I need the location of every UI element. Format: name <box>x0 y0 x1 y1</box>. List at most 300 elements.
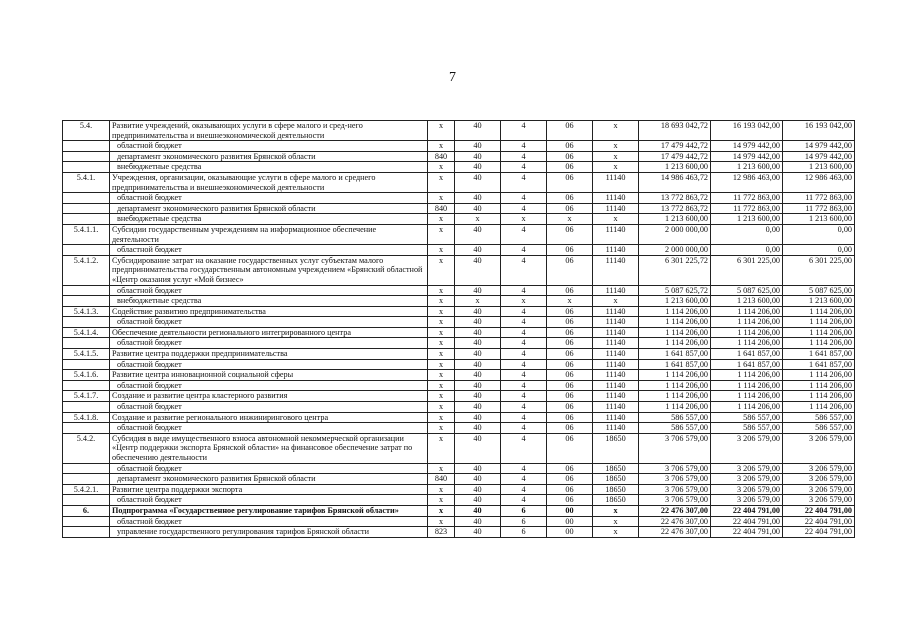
row-target-article: x <box>593 516 639 527</box>
row-amount-year-1: 2 000 000,00 <box>639 245 711 256</box>
row-amount-year-2: 16 193 042,00 <box>711 121 783 141</box>
row-target-article: 11140 <box>593 224 639 244</box>
row-amount-year-1: 1 114 206,00 <box>639 370 711 381</box>
row-subsection: 4 <box>501 433 547 463</box>
row-name: Развитие учреждений, оказывающих услуги в сфере малого и сред-него предпринимательства и внешнеэкономической деятельности <box>110 121 428 141</box>
row-subsection: 4 <box>501 359 547 370</box>
row-amount-year-3: 22 404 791,00 <box>783 516 855 527</box>
row-amount-year-3: 1 114 206,00 <box>783 402 855 413</box>
row-amount-year-3: 16 193 042,00 <box>783 121 855 141</box>
row-subsection: 4 <box>501 245 547 256</box>
row-subsection: x <box>501 296 547 307</box>
row-program: 06 <box>547 285 593 296</box>
row-code <box>63 474 110 485</box>
row-code: 5.4.1.7. <box>63 391 110 402</box>
budget-table <box>62 120 855 538</box>
row-amount-year-3: 1 213 600,00 <box>783 162 855 173</box>
row-amount-year-1: 3 706 579,00 <box>639 433 711 463</box>
row-section: 40 <box>455 306 501 317</box>
row-target-article: 11140 <box>593 317 639 328</box>
row-code <box>63 516 110 527</box>
row-grbs: x <box>428 121 455 141</box>
row-name: областной бюджет <box>110 317 428 328</box>
row-target-article: 11140 <box>593 402 639 413</box>
row-amount-year-2: 1 114 206,00 <box>711 327 783 338</box>
row-program: 06 <box>547 359 593 370</box>
row-amount-year-1: 1 114 206,00 <box>639 391 711 402</box>
row-grbs: x <box>428 327 455 338</box>
table-row <box>63 162 855 173</box>
row-target-article: 11140 <box>593 423 639 434</box>
row-amount-year-1: 2 000 000,00 <box>639 224 711 244</box>
row-section: 40 <box>455 370 501 381</box>
row-amount-year-2: 1 213 600,00 <box>711 162 783 173</box>
row-program: 00 <box>547 505 593 516</box>
row-amount-year-1: 3 706 579,00 <box>639 484 711 495</box>
row-section: 40 <box>455 245 501 256</box>
row-amount-year-2: 1 114 206,00 <box>711 338 783 349</box>
row-amount-year-1: 22 476 307,00 <box>639 527 711 538</box>
row-amount-year-3: 1 114 206,00 <box>783 391 855 402</box>
row-section: 40 <box>455 162 501 173</box>
row-target-article: 18650 <box>593 463 639 474</box>
row-section: 40 <box>455 359 501 370</box>
row-name: Развитие центра поддержки экспорта <box>110 484 428 495</box>
row-code: 5.4.1.1. <box>63 224 110 244</box>
row-amount-year-3: 1 114 206,00 <box>783 327 855 338</box>
row-target-article: x <box>593 505 639 516</box>
row-program: 06 <box>547 306 593 317</box>
row-program: 06 <box>547 141 593 152</box>
table-row <box>63 245 855 256</box>
row-name: Субсидия в виде имущественного взноса автономной некоммерческой организации «Центр поддержки экспорта Брянской области» на финансовое обеспечение затрат по обеспечению деятельности <box>110 433 428 463</box>
row-program: 06 <box>547 495 593 506</box>
row-code: 5.4.1.8. <box>63 412 110 423</box>
table-row <box>63 203 855 214</box>
row-grbs: x <box>428 193 455 204</box>
row-subsection: 4 <box>501 306 547 317</box>
row-subsection: 6 <box>501 527 547 538</box>
row-amount-year-3: 12 986 463,00 <box>783 172 855 192</box>
row-amount-year-3: 1 213 600,00 <box>783 296 855 307</box>
row-target-article: 11140 <box>593 370 639 381</box>
table-row <box>63 255 855 285</box>
row-name: областной бюджет <box>110 245 428 256</box>
row-amount-year-3: 1 213 600,00 <box>783 214 855 225</box>
row-section: 40 <box>455 224 501 244</box>
row-code: 5.4.1.5. <box>63 349 110 360</box>
row-name: департамент экономического развития Брянской области <box>110 474 428 485</box>
row-program: 06 <box>547 162 593 173</box>
row-target-article: x <box>593 296 639 307</box>
row-grbs: x <box>428 359 455 370</box>
row-program: 06 <box>547 380 593 391</box>
row-grbs: x <box>428 306 455 317</box>
table-row <box>63 338 855 349</box>
row-code <box>63 151 110 162</box>
row-amount-year-2: 1 114 206,00 <box>711 402 783 413</box>
row-grbs: x <box>428 317 455 328</box>
row-target-article: 11140 <box>593 285 639 296</box>
row-code <box>63 193 110 204</box>
row-name: управление государственного регулирования тарифов Брянской области <box>110 527 428 538</box>
row-program: 06 <box>547 203 593 214</box>
row-grbs: x <box>428 484 455 495</box>
row-code: 5.4.1.2. <box>63 255 110 285</box>
row-code: 5.4.1. <box>63 172 110 192</box>
row-section: 40 <box>455 285 501 296</box>
row-amount-year-1: 1 114 206,00 <box>639 327 711 338</box>
row-grbs: x <box>428 463 455 474</box>
row-name: Развитие центра поддержки предпринимательства <box>110 349 428 360</box>
row-subsection: 4 <box>501 412 547 423</box>
row-section: x <box>455 214 501 225</box>
table-row <box>63 516 855 527</box>
row-code <box>63 214 110 225</box>
row-amount-year-1: 1 641 857,00 <box>639 359 711 370</box>
row-name: внебюджетные средства <box>110 214 428 225</box>
row-grbs: x <box>428 380 455 391</box>
row-name: областной бюджет <box>110 516 428 527</box>
row-subsection: 4 <box>501 402 547 413</box>
table-row <box>63 423 855 434</box>
row-name: областной бюджет <box>110 402 428 413</box>
table-row <box>63 495 855 506</box>
row-code <box>63 527 110 538</box>
row-program: 06 <box>547 172 593 192</box>
row-grbs: x <box>428 338 455 349</box>
row-grbs: x <box>428 214 455 225</box>
row-amount-year-2: 3 206 579,00 <box>711 484 783 495</box>
row-subsection: 4 <box>501 338 547 349</box>
row-section: 40 <box>455 203 501 214</box>
row-name: департамент экономического развития Брянской области <box>110 203 428 214</box>
row-amount-year-3: 1 641 857,00 <box>783 359 855 370</box>
row-name: областной бюджет <box>110 338 428 349</box>
row-amount-year-2: 1 641 857,00 <box>711 359 783 370</box>
row-amount-year-2: 22 404 791,00 <box>711 527 783 538</box>
table-row <box>63 193 855 204</box>
row-grbs: x <box>428 296 455 307</box>
row-program: 06 <box>547 327 593 338</box>
row-amount-year-3: 586 557,00 <box>783 412 855 423</box>
row-amount-year-3: 1 114 206,00 <box>783 338 855 349</box>
row-grbs: x <box>428 349 455 360</box>
row-section: 40 <box>455 349 501 360</box>
row-name: областной бюджет <box>110 495 428 506</box>
row-amount-year-2: 3 206 579,00 <box>711 433 783 463</box>
row-subsection: 4 <box>501 474 547 485</box>
row-code <box>63 162 110 173</box>
row-section: 40 <box>455 463 501 474</box>
row-code <box>63 495 110 506</box>
row-amount-year-1: 1 213 600,00 <box>639 214 711 225</box>
row-amount-year-1: 17 479 442,72 <box>639 141 711 152</box>
row-subsection: 4 <box>501 141 547 152</box>
row-section: 40 <box>455 423 501 434</box>
row-target-article: x <box>593 214 639 225</box>
row-amount-year-1: 6 301 225,72 <box>639 255 711 285</box>
row-name: Создание и развитие центра кластерного развития <box>110 391 428 402</box>
row-target-article: 11140 <box>593 306 639 317</box>
row-grbs: x <box>428 162 455 173</box>
row-section: 40 <box>455 151 501 162</box>
row-section: 40 <box>455 172 501 192</box>
row-grbs: x <box>428 141 455 152</box>
row-target-article: 11140 <box>593 245 639 256</box>
row-program: 06 <box>547 474 593 485</box>
row-grbs: x <box>428 245 455 256</box>
row-amount-year-1: 14 986 463,72 <box>639 172 711 192</box>
row-amount-year-3: 0,00 <box>783 224 855 244</box>
row-amount-year-2: 14 979 442,00 <box>711 151 783 162</box>
row-program: 06 <box>547 412 593 423</box>
row-program: 06 <box>547 121 593 141</box>
row-grbs: x <box>428 516 455 527</box>
row-amount-year-1: 1 114 206,00 <box>639 306 711 317</box>
row-code: 5.4.2. <box>63 433 110 463</box>
table-row <box>63 463 855 474</box>
row-program: 06 <box>547 370 593 381</box>
row-subsection: 6 <box>501 505 547 516</box>
row-target-article: 11140 <box>593 203 639 214</box>
row-subsection: 4 <box>501 317 547 328</box>
row-amount-year-1: 1 114 206,00 <box>639 380 711 391</box>
row-section: 40 <box>455 402 501 413</box>
row-amount-year-1: 1 641 857,00 <box>639 349 711 360</box>
row-name: Учреждения, организации, оказывающие услуги в сфере малого и среднего предпринимательства и внешнеэкономической деятельности <box>110 172 428 192</box>
row-amount-year-3: 1 114 206,00 <box>783 380 855 391</box>
row-grbs: x <box>428 505 455 516</box>
table-row <box>63 391 855 402</box>
row-amount-year-2: 586 557,00 <box>711 423 783 434</box>
row-name: областной бюджет <box>110 423 428 434</box>
table-row <box>63 402 855 413</box>
row-program: 06 <box>547 391 593 402</box>
row-amount-year-1: 22 476 307,00 <box>639 516 711 527</box>
row-subsection: 4 <box>501 370 547 381</box>
row-subsection: 4 <box>501 151 547 162</box>
row-amount-year-3: 14 979 442,00 <box>783 151 855 162</box>
table-row <box>63 151 855 162</box>
row-name: областной бюджет <box>110 141 428 152</box>
table-row <box>63 474 855 485</box>
row-name: внебюджетные средства <box>110 162 428 173</box>
row-amount-year-1: 22 476 307,00 <box>639 505 711 516</box>
table-row <box>63 224 855 244</box>
row-amount-year-1: 3 706 579,00 <box>639 463 711 474</box>
row-amount-year-1: 17 479 442,72 <box>639 151 711 162</box>
row-code <box>63 423 110 434</box>
table-row <box>63 349 855 360</box>
row-subsection: 4 <box>501 162 547 173</box>
row-program: 06 <box>547 193 593 204</box>
table-row <box>63 527 855 538</box>
row-subsection: 4 <box>501 255 547 285</box>
row-amount-year-3: 1 641 857,00 <box>783 349 855 360</box>
row-amount-year-3: 586 557,00 <box>783 423 855 434</box>
table-row <box>63 380 855 391</box>
row-code <box>63 380 110 391</box>
row-grbs: x <box>428 172 455 192</box>
row-amount-year-2: 1 114 206,00 <box>711 370 783 381</box>
row-program: 06 <box>547 255 593 285</box>
row-amount-year-2: 3 206 579,00 <box>711 474 783 485</box>
row-program: 06 <box>547 224 593 244</box>
row-amount-year-3: 0,00 <box>783 245 855 256</box>
row-name: областной бюджет <box>110 193 428 204</box>
row-amount-year-2: 586 557,00 <box>711 412 783 423</box>
row-amount-year-3: 3 206 579,00 <box>783 474 855 485</box>
row-amount-year-2: 6 301 225,00 <box>711 255 783 285</box>
row-amount-year-1: 13 772 863,72 <box>639 203 711 214</box>
row-code <box>63 285 110 296</box>
row-amount-year-3: 5 087 625,00 <box>783 285 855 296</box>
row-target-article: 11140 <box>593 172 639 192</box>
row-program: x <box>547 214 593 225</box>
row-program: x <box>547 296 593 307</box>
row-section: 40 <box>455 380 501 391</box>
row-grbs: x <box>428 391 455 402</box>
row-amount-year-1: 1 114 206,00 <box>639 338 711 349</box>
row-program: 06 <box>547 484 593 495</box>
row-code <box>63 203 110 214</box>
row-grbs: x <box>428 423 455 434</box>
table-row <box>63 370 855 381</box>
row-name: областной бюджет <box>110 285 428 296</box>
row-program: 06 <box>547 349 593 360</box>
row-code: 5.4. <box>63 121 110 141</box>
page-number: 7 <box>449 70 456 85</box>
row-grbs: x <box>428 495 455 506</box>
row-amount-year-3: 22 404 791,00 <box>783 505 855 516</box>
row-amount-year-2: 1 114 206,00 <box>711 306 783 317</box>
row-code: 5.4.1.4. <box>63 327 110 338</box>
row-amount-year-2: 1 114 206,00 <box>711 391 783 402</box>
row-section: 40 <box>455 474 501 485</box>
row-amount-year-2: 1 114 206,00 <box>711 380 783 391</box>
row-subsection: 4 <box>501 463 547 474</box>
table-row <box>63 214 855 225</box>
row-grbs: 840 <box>428 474 455 485</box>
row-amount-year-1: 586 557,00 <box>639 423 711 434</box>
row-section: 40 <box>455 527 501 538</box>
row-name: областной бюджет <box>110 380 428 391</box>
row-amount-year-1: 5 087 625,72 <box>639 285 711 296</box>
row-code: 6. <box>63 505 110 516</box>
row-amount-year-2: 11 772 863,00 <box>711 203 783 214</box>
row-section: 40 <box>455 484 501 495</box>
row-target-article: 11140 <box>593 327 639 338</box>
row-amount-year-1: 1 114 206,00 <box>639 402 711 413</box>
row-section: 40 <box>455 141 501 152</box>
row-amount-year-1: 1 114 206,00 <box>639 317 711 328</box>
row-subsection: 4 <box>501 484 547 495</box>
row-name: областной бюджет <box>110 463 428 474</box>
row-target-article: 11140 <box>593 193 639 204</box>
row-subsection: 4 <box>501 349 547 360</box>
row-amount-year-3: 14 979 442,00 <box>783 141 855 152</box>
row-subsection: 4 <box>501 380 547 391</box>
row-code: 5.4.2.1. <box>63 484 110 495</box>
row-target-article: 18650 <box>593 495 639 506</box>
row-amount-year-3: 3 206 579,00 <box>783 484 855 495</box>
row-amount-year-2: 0,00 <box>711 224 783 244</box>
row-section: 40 <box>455 433 501 463</box>
row-name: Подпрограмма «Государственное регулирование тарифов Брянской области» <box>110 505 428 516</box>
row-section: 40 <box>455 505 501 516</box>
row-section: 40 <box>455 516 501 527</box>
row-code <box>63 359 110 370</box>
row-target-article: 11140 <box>593 349 639 360</box>
row-program: 00 <box>547 516 593 527</box>
row-amount-year-1: 1 213 600,00 <box>639 162 711 173</box>
row-amount-year-3: 1 114 206,00 <box>783 317 855 328</box>
row-target-article: x <box>593 151 639 162</box>
table-row <box>63 327 855 338</box>
row-target-article: 18650 <box>593 433 639 463</box>
row-amount-year-1: 3 706 579,00 <box>639 474 711 485</box>
row-section: 40 <box>455 193 501 204</box>
row-amount-year-1: 3 706 579,00 <box>639 495 711 506</box>
row-section: 40 <box>455 412 501 423</box>
row-subsection: 4 <box>501 172 547 192</box>
row-amount-year-3: 1 114 206,00 <box>783 370 855 381</box>
row-subsection: x <box>501 214 547 225</box>
table-row <box>63 285 855 296</box>
row-amount-year-2: 1 213 600,00 <box>711 296 783 307</box>
row-subsection: 4 <box>501 327 547 338</box>
row-code <box>63 141 110 152</box>
row-grbs: x <box>428 412 455 423</box>
row-grbs: 823 <box>428 527 455 538</box>
row-program: 06 <box>547 338 593 349</box>
row-section: 40 <box>455 317 501 328</box>
row-amount-year-1: 1 213 600,00 <box>639 296 711 307</box>
row-program: 06 <box>547 433 593 463</box>
row-grbs: x <box>428 224 455 244</box>
row-program: 06 <box>547 151 593 162</box>
row-code <box>63 245 110 256</box>
table-row <box>63 141 855 152</box>
table-row <box>63 505 855 516</box>
row-program: 06 <box>547 423 593 434</box>
row-section: x <box>455 296 501 307</box>
row-amount-year-2: 1 641 857,00 <box>711 349 783 360</box>
table-row <box>63 484 855 495</box>
row-subsection: 4 <box>501 121 547 141</box>
row-subsection: 4 <box>501 391 547 402</box>
row-amount-year-1: 18 693 042,72 <box>639 121 711 141</box>
row-amount-year-3: 11 772 863,00 <box>783 193 855 204</box>
table-row <box>63 121 855 141</box>
row-subsection: 4 <box>501 203 547 214</box>
row-amount-year-2: 22 404 791,00 <box>711 516 783 527</box>
row-amount-year-3: 6 301 225,00 <box>783 255 855 285</box>
row-subsection: 4 <box>501 495 547 506</box>
row-section: 40 <box>455 338 501 349</box>
row-program: 06 <box>547 317 593 328</box>
table-row <box>63 296 855 307</box>
row-amount-year-2: 1 213 600,00 <box>711 214 783 225</box>
row-amount-year-2: 12 986 463,00 <box>711 172 783 192</box>
row-grbs: x <box>428 433 455 463</box>
row-program: 00 <box>547 527 593 538</box>
table-row <box>63 412 855 423</box>
row-amount-year-3: 3 206 579,00 <box>783 495 855 506</box>
row-amount-year-2: 1 114 206,00 <box>711 317 783 328</box>
row-section: 40 <box>455 495 501 506</box>
